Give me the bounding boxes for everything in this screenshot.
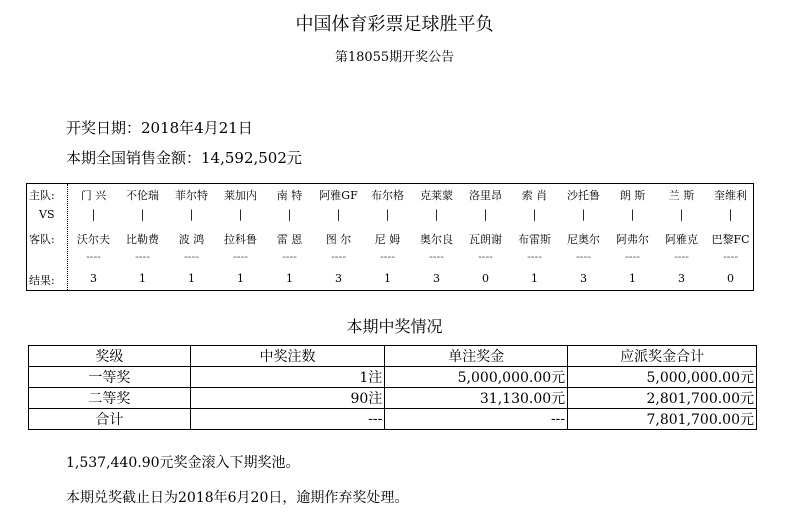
match-result: 3	[580, 272, 587, 285]
home-team: 门 兴	[80, 189, 107, 202]
match-result: 3	[90, 272, 97, 285]
separator-mark: ----	[135, 250, 150, 263]
draw-number: 第18055期开奖公告	[334, 50, 455, 65]
vs-mark: |	[630, 208, 635, 221]
separator-mark: ----	[380, 250, 395, 263]
vs-label: VS	[39, 208, 55, 221]
match-result: 1	[629, 272, 636, 285]
separator-mark: ----	[527, 250, 542, 263]
match-result: 1	[531, 272, 538, 285]
separator-mark: ----	[282, 250, 297, 263]
vs-mark: |	[385, 208, 390, 221]
away-team: 阿雅克	[665, 233, 698, 246]
prize-level: 二等奖	[29, 388, 191, 409]
header-total: 应派奖金合计	[568, 346, 757, 367]
away-team: 拉科鲁	[224, 233, 257, 246]
prize-table	[28, 345, 757, 430]
match-result: 3	[678, 272, 685, 285]
header-count: 中奖注数	[190, 346, 385, 367]
vs-row	[27, 208, 753, 228]
separator-mark: ----	[184, 250, 199, 263]
away-team: 沃尔夫	[77, 233, 110, 246]
home-team: 索 肖	[521, 189, 548, 202]
vs-mark: |	[532, 208, 537, 221]
match-result: 1	[139, 272, 146, 285]
prize-level: 合计	[29, 409, 191, 430]
winner-count: ---	[190, 409, 385, 430]
match-result: 0	[482, 272, 489, 285]
prize-level: 一等奖	[29, 367, 191, 388]
header-unit-prize: 单注奖金	[385, 346, 568, 367]
match-result: 1	[237, 272, 244, 285]
home-team: 奎维利	[714, 189, 747, 202]
away-team: 波 鸿	[178, 233, 205, 246]
away-team: 阿弗尔	[616, 233, 649, 246]
away-team: 雷 恩	[276, 233, 303, 246]
table-row	[29, 367, 757, 388]
vs-mark: |	[91, 208, 96, 221]
vs-mark: |	[434, 208, 439, 221]
vs-mark: |	[483, 208, 488, 221]
header-level: 奖级	[29, 346, 191, 367]
unit-prize: 31,130.00元	[385, 388, 568, 409]
away-team: 奥尔良	[420, 233, 453, 246]
total-prize: 2,801,700.00元	[568, 388, 757, 409]
away-team: 瓦朗谢	[469, 233, 502, 246]
vs-mark: |	[581, 208, 586, 221]
vs-mark: |	[728, 208, 733, 221]
vs-mark: |	[238, 208, 243, 221]
away-label: 客队:	[29, 233, 55, 246]
vs-mark: |	[140, 208, 145, 221]
vs-mark: |	[287, 208, 292, 221]
vs-mark: |	[679, 208, 684, 221]
separator-row	[27, 250, 753, 270]
away-team: 巴黎FC	[711, 233, 750, 246]
sales-amount: 本期全国销售金额：14,592,502元	[66, 149, 302, 167]
vs-mark: |	[189, 208, 194, 221]
home-team: 克莱蒙	[420, 189, 453, 202]
separator-mark: ----	[478, 250, 493, 263]
home-label: 主队:	[29, 189, 55, 202]
separator-mark: ----	[625, 250, 640, 263]
separator-mark: ----	[674, 250, 689, 263]
away-team: 尼 姆	[374, 233, 401, 246]
separator-mark: ----	[86, 250, 101, 263]
prize-header-row	[29, 346, 757, 367]
table-row	[29, 409, 757, 430]
home-team: 布尔格	[371, 189, 404, 202]
home-team: 阿雅GF	[319, 189, 358, 202]
match-result: 0	[727, 272, 734, 285]
away-team: 图 尔	[325, 233, 352, 246]
total-prize: 7,801,700.00元	[568, 409, 757, 430]
prize-section-title: 本期中奖情况	[346, 317, 443, 336]
unit-prize: ---	[385, 409, 568, 430]
result-label: 结果:	[29, 274, 55, 287]
away-team: 比勒费	[126, 233, 159, 246]
deadline-note: 本期兑奖截止日为2018年6月20日，逾期作弃奖处理。	[66, 490, 409, 506]
winner-count: 90注	[190, 388, 385, 409]
total-prize: 5,000,000.00元	[568, 367, 757, 388]
away-row	[27, 231, 753, 251]
away-team: 布雷斯	[518, 233, 551, 246]
home-team: 兰 斯	[668, 189, 695, 202]
home-team: 朗 斯	[619, 189, 646, 202]
home-team: 洛里昂	[469, 189, 502, 202]
page-title: 中国体育彩票足球胜平负	[295, 14, 494, 35]
match-result: 1	[384, 272, 391, 285]
rollover-note: 1,537,440.90元奖金滚入下期奖池。	[66, 455, 300, 471]
away-team: 尼奥尔	[567, 233, 600, 246]
separator-mark: ----	[233, 250, 248, 263]
home-team: 沙托鲁	[567, 189, 600, 202]
match-result: 1	[188, 272, 195, 285]
separator-mark: ----	[429, 250, 444, 263]
home-team: 莱加内	[224, 189, 257, 202]
separator-mark: ----	[331, 250, 346, 263]
home-team: 南 特	[276, 189, 303, 202]
home-team: 不伦瑞	[126, 189, 159, 202]
result-row	[27, 272, 753, 292]
match-result: 3	[335, 272, 342, 285]
separator-mark: ----	[723, 250, 738, 263]
draw-date: 开奖日期：2018年4月21日	[66, 119, 253, 137]
match-result: 1	[286, 272, 293, 285]
match-table	[26, 183, 754, 291]
match-result: 3	[433, 272, 440, 285]
separator-mark: ----	[576, 250, 591, 263]
winner-count: 1注	[190, 367, 385, 388]
table-row	[29, 388, 757, 409]
vs-mark: |	[336, 208, 341, 221]
unit-prize: 5,000,000.00元	[385, 367, 568, 388]
home-row	[27, 187, 753, 207]
home-team: 菲尔特	[175, 189, 208, 202]
